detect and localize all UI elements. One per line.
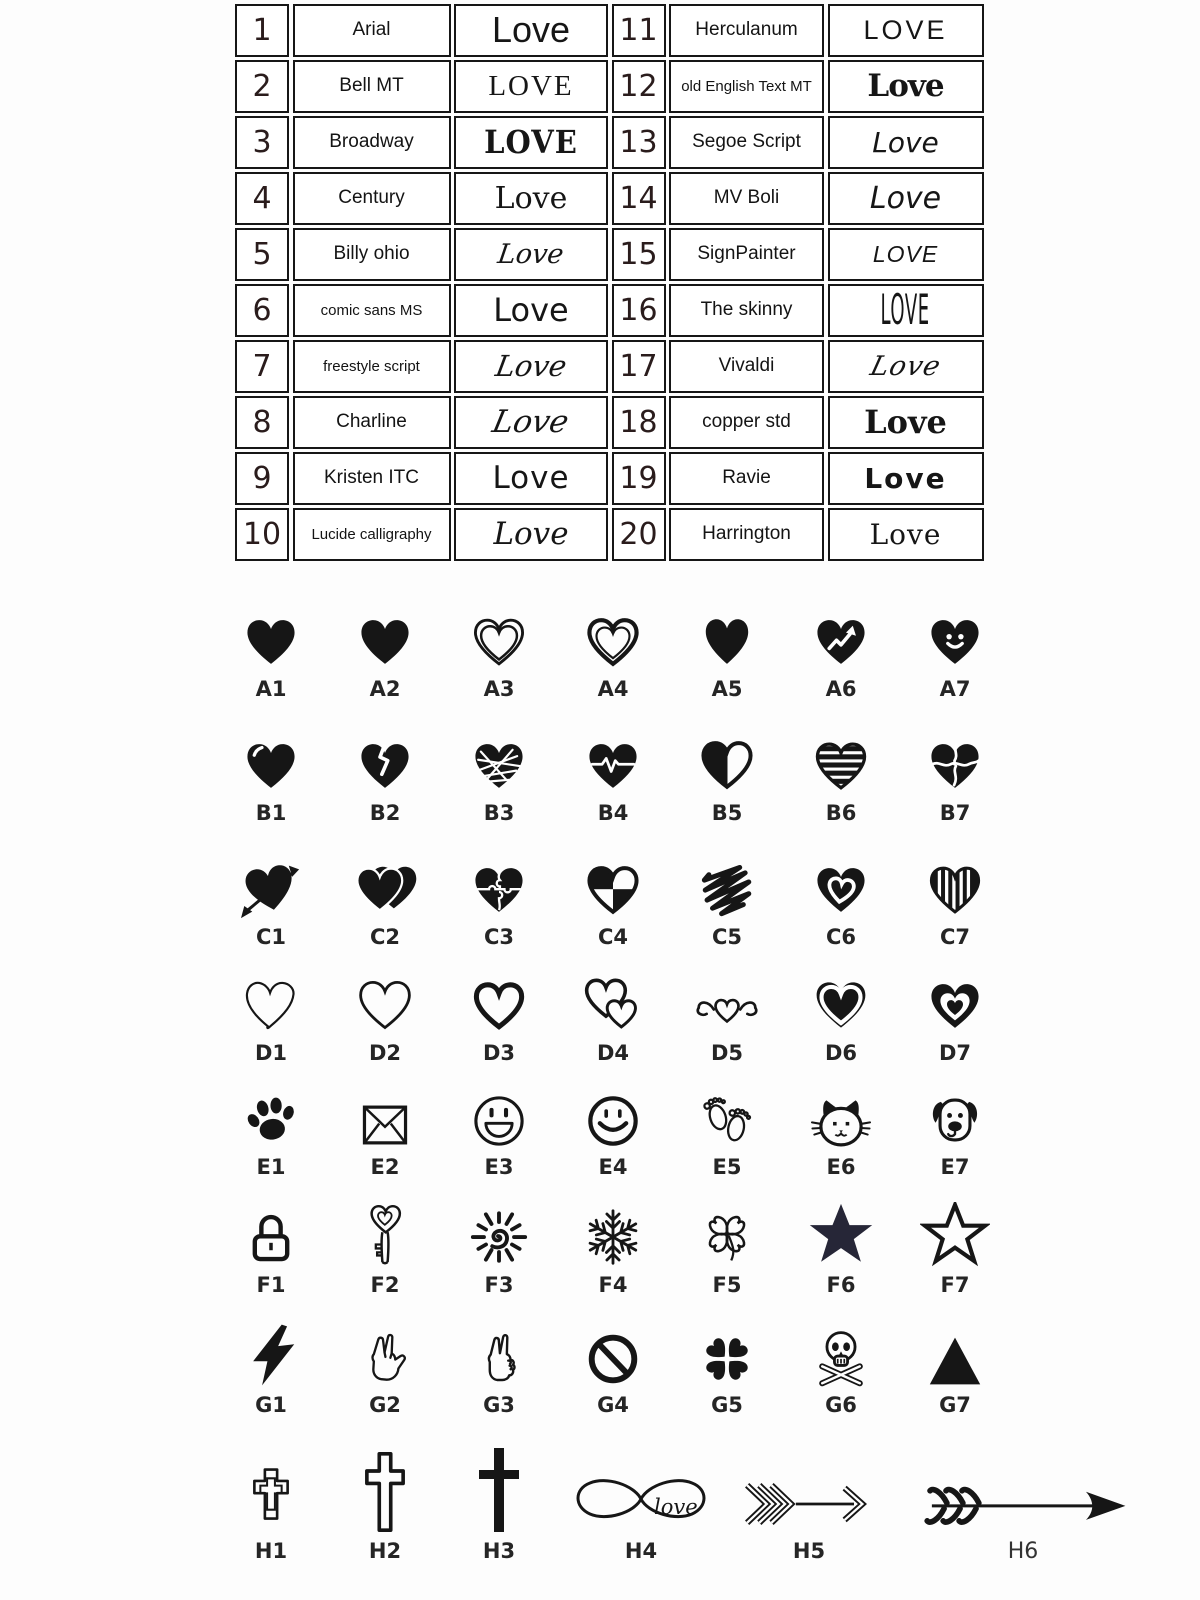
padlock-icon	[243, 1196, 299, 1268]
symbol-cell-D6	[784, 964, 898, 1065]
font-number	[612, 116, 666, 169]
symbol-cell-A3	[442, 600, 556, 701]
symbol-cell-C1	[214, 848, 328, 949]
font-name-text: The skinny	[700, 299, 793, 321]
symbol-cell-B7	[898, 724, 1012, 825]
heart-double-outline-bold-icon	[582, 600, 644, 672]
no-sign-icon	[584, 1316, 642, 1388]
font-sample-text: Love	[869, 180, 942, 216]
font-sample-text: Love	[872, 125, 939, 159]
font-name-text: freestyle script	[323, 357, 420, 375]
infinity-love-icon	[555, 1440, 727, 1534]
symbol-label: C2	[369, 925, 401, 949]
symbol-label: A4	[597, 677, 629, 701]
symbol-label: D1	[254, 1041, 288, 1065]
symbol-label: H4	[624, 1539, 658, 1563]
heart-heartbeat-icon	[583, 724, 643, 796]
symbol-row-G	[214, 1316, 1012, 1417]
symbol-label: F6	[826, 1273, 856, 1297]
font-name	[669, 116, 824, 169]
symbol-label: B1	[255, 801, 287, 825]
font-name-text: Century	[338, 187, 405, 209]
symbol-cell-B6	[784, 724, 898, 825]
smiley-laugh-icon	[470, 1078, 528, 1150]
font-name-text: Lucide calligraphy	[311, 525, 432, 543]
heart-double-outline-icon	[468, 600, 530, 672]
symbol-label: H1	[254, 1539, 288, 1563]
symbol-cell-E1	[214, 1078, 328, 1179]
font-number-text: 11	[619, 12, 658, 48]
font-name-text: Segoe Script	[692, 131, 801, 153]
heart-outline-icon	[355, 964, 415, 1036]
snowflake-icon	[583, 1196, 643, 1268]
symbol-label: B3	[483, 801, 515, 825]
symbol-cell-C6	[784, 848, 898, 949]
symbol-label: B6	[825, 801, 857, 825]
symbol-label: E4	[598, 1155, 628, 1179]
symbol-cell-H5	[726, 1440, 892, 1564]
heart-solid-icon	[240, 600, 302, 672]
symbol-cell-G1	[214, 1316, 328, 1417]
font-sample-text: Love	[491, 9, 571, 51]
symbol-label: E2	[370, 1155, 400, 1179]
heart-two-outline-icon	[581, 964, 645, 1036]
symbol-cell-G2	[328, 1316, 442, 1417]
font-number	[235, 228, 289, 281]
heart-smiley-icon	[925, 600, 985, 672]
font-name	[669, 396, 824, 449]
font-name	[293, 228, 451, 281]
star-solid-icon	[806, 1196, 876, 1268]
symbol-label: H5	[792, 1539, 826, 1563]
key-heart-icon	[364, 1196, 406, 1268]
font-sample	[454, 116, 608, 169]
symbol-label: F3	[484, 1273, 514, 1297]
symbol-cell-G4	[556, 1316, 670, 1417]
victory-hand-outline-icon	[360, 1316, 410, 1388]
symbol-label: C7	[939, 925, 971, 949]
font-name	[669, 284, 824, 337]
font-number-text: 3	[252, 124, 272, 160]
symbol-label: B7	[939, 801, 971, 825]
symbol-label: C4	[597, 925, 629, 949]
font-sample-text: Love	[492, 460, 570, 497]
font-number-text: 9	[252, 460, 272, 496]
heart-outline-thin-icon	[241, 964, 301, 1036]
font-number-text: 6	[252, 292, 272, 328]
heart-stripes-vertical-icon	[926, 848, 984, 920]
symbol-label: D5	[710, 1041, 744, 1065]
symbol-label: E6	[826, 1155, 856, 1179]
font-name-text: Broadway	[329, 131, 414, 153]
font-sample-text: Love	[866, 350, 945, 382]
clover-hearts-solid-icon	[698, 1316, 756, 1388]
font-name	[669, 4, 824, 57]
heart-puzzle-icon	[469, 848, 529, 920]
symbol-label: D6	[824, 1041, 858, 1065]
symbol-cell-E6	[784, 1078, 898, 1179]
font-number	[612, 4, 666, 57]
font-number-text: 16	[619, 292, 658, 328]
font-number-text: 2	[252, 68, 272, 104]
baby-feet-icon	[698, 1078, 756, 1150]
font-sample	[828, 228, 984, 281]
heart-broken-pieces-icon	[924, 724, 986, 796]
heart-scribble-icon	[697, 848, 757, 920]
font-number-text: 1	[252, 12, 272, 48]
font-sample-text: Love	[492, 349, 570, 384]
symbol-label: E5	[712, 1155, 742, 1179]
symbol-cell-H4	[556, 1440, 726, 1564]
font-name	[293, 4, 451, 57]
envelope-icon	[356, 1078, 414, 1150]
font-name-text: Ravie	[722, 467, 771, 489]
symbol-label: F5	[712, 1273, 742, 1297]
symbol-label: G4	[597, 1393, 629, 1417]
symbol-cell-B5	[670, 724, 784, 825]
heart-in-heart-icon	[812, 848, 870, 920]
symbol-label: D3	[482, 1041, 516, 1065]
heart-half-solid-icon	[698, 724, 756, 796]
symbol-cell-H1	[214, 1440, 328, 1564]
font-sample	[454, 452, 608, 505]
font-number	[235, 508, 289, 561]
symbol-cell-C3	[442, 848, 556, 949]
font-name	[293, 116, 451, 169]
symbol-row-B	[214, 724, 1012, 825]
heart-stripes-horizontal-icon	[812, 724, 870, 796]
font-name	[293, 284, 451, 337]
font-name	[293, 452, 451, 505]
font-number	[612, 228, 666, 281]
smiley-icon	[584, 1078, 642, 1150]
font-number	[612, 284, 666, 337]
symbol-cell-B1	[214, 724, 328, 825]
font-sample-text: Love	[869, 517, 942, 551]
symbol-cell-C7	[898, 848, 1012, 949]
symbol-label: A5	[711, 677, 743, 701]
symbol-cell-E5	[670, 1078, 784, 1179]
font-number	[612, 396, 666, 449]
heart-target-icon	[926, 964, 984, 1036]
font-sample-text: Love	[496, 238, 566, 270]
triangle-solid-icon	[926, 1316, 984, 1388]
symbol-label: G1	[255, 1393, 287, 1417]
heart-outline-bold-icon	[469, 964, 529, 1036]
symbol-cell-A6	[784, 600, 898, 701]
cross-solid-icon	[473, 1440, 525, 1534]
symbol-label: B4	[597, 801, 629, 825]
font-number	[612, 172, 666, 225]
lightning-bolt-icon	[246, 1316, 296, 1388]
font-number-text: 17	[619, 348, 658, 384]
cat-face-icon	[809, 1078, 873, 1150]
dog-face-icon	[926, 1078, 984, 1150]
font-name	[293, 340, 451, 393]
symbol-label: F2	[370, 1273, 400, 1297]
symbol-row-A	[214, 600, 1012, 701]
font-name-text: Billy ohio	[333, 243, 410, 265]
symbol-cell-F1	[214, 1196, 328, 1297]
font-number-text: 13	[619, 124, 658, 160]
font-name-text: old English Text MT	[681, 77, 812, 95]
font-number-text: 19	[619, 460, 658, 496]
font-number	[235, 116, 289, 169]
symbol-cell-F4	[556, 1196, 670, 1297]
sun-doodle-icon	[468, 1196, 530, 1268]
symbol-cell-D4	[556, 964, 670, 1065]
symbol-label: A3	[483, 677, 515, 701]
symbol-row-H	[214, 1440, 1154, 1564]
heart-crack-bolt-icon	[355, 724, 415, 796]
font-number-text: 8	[252, 404, 272, 440]
symbol-cell-G3	[442, 1316, 556, 1417]
font-sample	[454, 396, 608, 449]
font-number	[612, 340, 666, 393]
heart-ring-icon	[810, 964, 872, 1036]
font-sample-text: LOVE	[880, 285, 931, 335]
font-sample-text: Love	[864, 461, 947, 495]
symbol-cell-F5	[670, 1196, 784, 1297]
cross-ornate-icon	[243, 1440, 299, 1534]
symbol-cell-A7	[898, 600, 1012, 701]
symbol-label: F1	[256, 1273, 286, 1297]
font-number	[235, 396, 289, 449]
heart-narrow-solid-icon	[698, 600, 756, 672]
font-number	[235, 4, 289, 57]
symbol-label: C3	[483, 925, 515, 949]
heart-two-solid-icon	[352, 848, 418, 920]
font-sample-text: LOVE	[488, 69, 574, 102]
symbol-label: H3	[482, 1539, 516, 1563]
font-name	[669, 508, 824, 561]
font-sample-text: Love	[489, 404, 573, 441]
symbol-cell-G7	[898, 1316, 1012, 1417]
font-number	[235, 452, 289, 505]
font-sample	[828, 116, 984, 169]
font-sample	[454, 508, 608, 561]
font-number-text: 10	[242, 516, 282, 552]
font-sample	[828, 172, 984, 225]
symbol-cell-H2	[328, 1440, 442, 1564]
font-number	[612, 508, 666, 561]
font-number-text: 15	[619, 236, 658, 272]
symbol-cell-B4	[556, 724, 670, 825]
symbol-row-D	[214, 964, 1012, 1065]
symbol-cell-D2	[328, 964, 442, 1065]
font-name	[669, 452, 824, 505]
symbol-label: C6	[825, 925, 857, 949]
heart-shine-icon	[240, 724, 302, 796]
symbol-cell-G5	[670, 1316, 784, 1417]
symbol-cell-H6	[892, 1440, 1154, 1564]
symbol-cell-E4	[556, 1078, 670, 1179]
heart-scribble-lines-icon	[468, 724, 530, 796]
symbol-cell-A5	[670, 600, 784, 701]
symbol-label: F7	[940, 1273, 970, 1297]
font-name-text: comic sans MS	[320, 301, 423, 319]
symbol-cell-G6	[784, 1316, 898, 1417]
symbol-label: E1	[256, 1155, 286, 1179]
font-sample-table	[235, 4, 984, 561]
symbol-label: B2	[369, 801, 401, 825]
heart-trend-arrow-icon	[810, 600, 872, 672]
font-name-text: Bell MT	[339, 75, 404, 97]
symbol-label: A6	[825, 677, 857, 701]
symbol-label: G6	[825, 1393, 857, 1417]
font-name-text: Herculanum	[695, 19, 798, 41]
font-number-text: 14	[619, 180, 658, 216]
font-name-text: Kristen ITC	[323, 467, 420, 489]
symbol-cell-C5	[670, 848, 784, 949]
font-sample	[454, 284, 608, 337]
font-sample-text: Love	[494, 180, 568, 216]
heart-checker-icon	[584, 848, 642, 920]
font-name	[669, 172, 824, 225]
arrow-chevron-icon	[733, 1440, 885, 1534]
font-sample	[828, 452, 984, 505]
font-sample	[454, 172, 608, 225]
font-sample-text: Love	[864, 403, 947, 442]
heart-solid-icon	[354, 600, 416, 672]
symbol-cell-E7	[898, 1078, 1012, 1179]
font-sample	[828, 396, 984, 449]
font-sample-text: LOVE	[872, 240, 939, 267]
symbol-cell-F6	[784, 1196, 898, 1297]
font-number	[612, 452, 666, 505]
symbol-cell-E3	[442, 1078, 556, 1179]
font-sample-text: Love	[867, 68, 944, 105]
font-sample	[828, 4, 984, 57]
symbol-cell-D7	[898, 964, 1012, 1065]
font-sample	[454, 340, 608, 393]
symbol-label: B5	[711, 801, 743, 825]
symbol-cell-E2	[328, 1078, 442, 1179]
font-number	[235, 340, 289, 393]
symbol-label: G7	[939, 1393, 971, 1417]
font-sample	[454, 60, 608, 113]
svg-text:love: love	[654, 1495, 698, 1519]
symbol-cell-A2	[328, 600, 442, 701]
font-sample	[828, 340, 984, 393]
skull-crossbones-icon	[811, 1316, 871, 1388]
heart-wings-icon	[690, 964, 764, 1036]
symbol-cell-D5	[670, 964, 784, 1065]
symbol-cell-C2	[328, 848, 442, 949]
font-name-text: MV Boli	[713, 187, 780, 209]
font-sample	[454, 228, 608, 281]
font-name	[669, 228, 824, 281]
symbol-cell-D1	[214, 964, 328, 1065]
symbol-label: D2	[368, 1041, 402, 1065]
symbol-row-C	[214, 848, 1012, 949]
symbol-cell-F2	[328, 1196, 442, 1297]
font-number	[235, 172, 289, 225]
font-sample	[454, 4, 608, 57]
font-name	[293, 396, 451, 449]
symbol-row-E	[214, 1078, 1012, 1179]
font-name	[293, 172, 451, 225]
font-number	[235, 284, 289, 337]
symbol-cell-D3	[442, 964, 556, 1065]
font-sample-text: Love	[493, 291, 569, 330]
symbol-label: H2	[368, 1539, 402, 1563]
heart-arrow-pierced-icon	[238, 848, 304, 920]
font-number-text: 7	[252, 348, 272, 384]
font-sample	[828, 508, 984, 561]
paw-print-icon	[240, 1078, 302, 1150]
symbol-cell-C4	[556, 848, 670, 949]
symbol-cell-A1	[214, 600, 328, 701]
symbol-label: D7	[938, 1041, 972, 1065]
symbol-cell-A4	[556, 600, 670, 701]
font-number-text: 12	[619, 68, 658, 104]
symbol-label: H6	[1007, 1539, 1039, 1564]
font-number-text: 20	[619, 516, 658, 552]
symbol-label: A1	[255, 677, 287, 701]
font-name	[669, 60, 824, 113]
font-name-text: copper std	[702, 411, 791, 433]
symbol-label: A2	[369, 677, 401, 701]
victory-hand-icon	[475, 1316, 523, 1388]
font-number-text: 4	[252, 180, 272, 216]
cross-outline-icon	[358, 1440, 412, 1534]
font-sample-text: Love	[493, 516, 569, 553]
font-number-text: 18	[619, 404, 658, 440]
symbol-label: G5	[711, 1393, 743, 1417]
symbol-cell-F7	[898, 1196, 1012, 1297]
symbol-row-F	[214, 1196, 1012, 1297]
font-name	[293, 60, 451, 113]
font-sample	[828, 60, 984, 113]
arrow-feather-icon	[903, 1440, 1143, 1534]
font-name	[293, 508, 451, 561]
symbol-label: E3	[484, 1155, 514, 1179]
symbol-label: C5	[711, 925, 743, 949]
symbol-cell-H3	[442, 1440, 556, 1564]
symbol-label: G3	[483, 1393, 515, 1417]
font-number-text: 5	[252, 236, 272, 272]
symbol-label: C1	[255, 925, 287, 949]
symbol-label: D4	[596, 1041, 630, 1065]
symbol-cell-B2	[328, 724, 442, 825]
font-name-text: Arial	[352, 19, 391, 41]
font-sample-text: LOVE	[484, 123, 578, 161]
symbol-label: A7	[939, 677, 971, 701]
star-outline-icon	[920, 1196, 990, 1268]
font-name-text: Vivaldi	[718, 355, 775, 377]
font-number	[612, 60, 666, 113]
symbol-cell-B3	[442, 724, 556, 825]
symbol-label: G2	[369, 1393, 401, 1417]
font-sample	[828, 284, 984, 337]
symbol-label: F4	[598, 1273, 628, 1297]
font-name-text: Charline	[336, 411, 407, 433]
font-sample-text: LOVE	[863, 14, 948, 45]
font-number	[235, 60, 289, 113]
font-name	[669, 340, 824, 393]
clover-outline-icon	[696, 1196, 758, 1268]
symbol-cell-F3	[442, 1196, 556, 1297]
symbol-label: E7	[940, 1155, 970, 1179]
font-name-text: Harrington	[702, 523, 791, 545]
font-name-text: SignPainter	[697, 243, 796, 265]
